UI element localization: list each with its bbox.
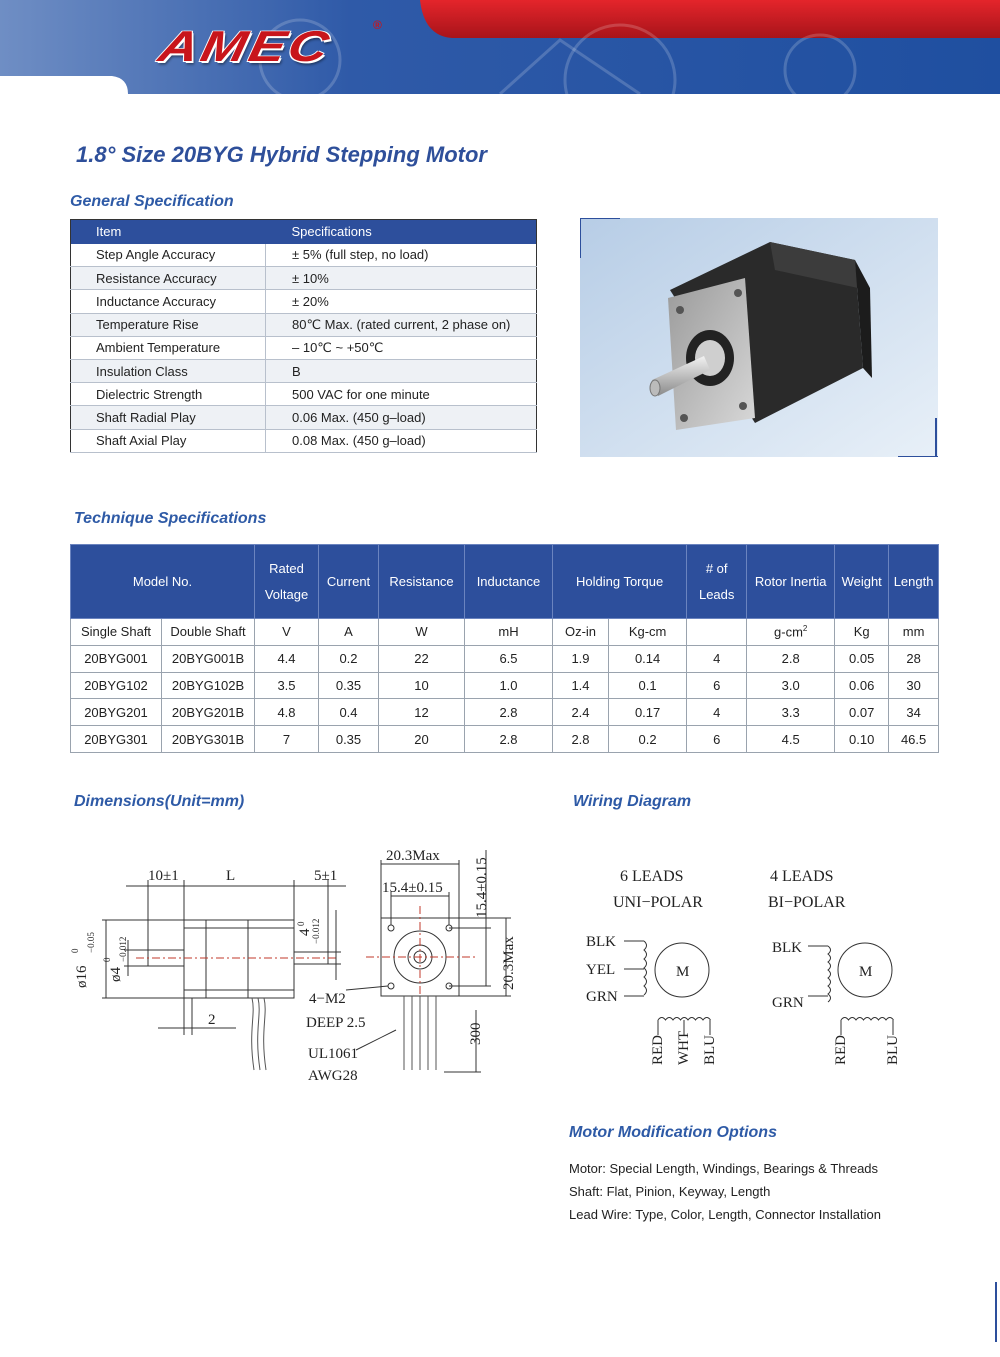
six-lead-blk: BLK (586, 934, 616, 950)
table-header-row (71, 220, 537, 244)
spec-item: Inductance Accuracy (71, 290, 266, 313)
header-leads-line1: # of (705, 560, 728, 576)
unit-oz-in: Oz-in (553, 619, 609, 646)
dim-154-vertical: 15.4±0.15 (474, 857, 490, 918)
spec-value: 80℃ Max. (rated current, 2 phase on) (266, 313, 537, 336)
header-resistance: Resistance (379, 545, 465, 619)
cell-length: 28 (889, 645, 939, 672)
table-row (71, 359, 537, 382)
four-lead-blk: BLK (772, 940, 802, 956)
cell-torque-oz-in: 2.8 (553, 726, 609, 753)
four-lead-grn: GRN (772, 995, 804, 1011)
wiring-diagram (580, 855, 940, 1070)
unit-double-shaft: Double Shaft (162, 619, 255, 646)
table-row (71, 383, 537, 406)
spec-item: Insulation Class (71, 359, 266, 382)
dim-ul1061: UL1061 (308, 1046, 358, 1062)
six-lead-wht: WHT (676, 1030, 692, 1065)
cell-rotor-inertia: 4.5 (747, 726, 835, 753)
cell-resistance: 22 (379, 645, 465, 672)
cell-torque-kg-cm: 0.1 (609, 672, 687, 699)
motor-photo (580, 218, 938, 457)
cell-resistance: 10 (379, 672, 465, 699)
header-length: Length (889, 545, 939, 619)
table-row (71, 244, 537, 267)
dim-5: 5±1 (314, 868, 338, 884)
cell-inductance: 2.8 (465, 726, 553, 753)
header-rated-voltage (255, 545, 319, 619)
modification-title: Motor Modification Options (569, 1124, 777, 1141)
general-spec-table (70, 219, 537, 453)
cell-double-shaft: 20BYG301B (162, 726, 255, 753)
cell-rotor-inertia: 3.3 (747, 699, 835, 726)
cell-length: 34 (889, 699, 939, 726)
table-row (71, 726, 939, 753)
spec-item: Resistance Accuracy (71, 267, 266, 290)
dim-154-horizontal: 15.4±0.15 (382, 880, 443, 896)
cell-inductance: 2.8 (465, 699, 553, 726)
cell-torque-kg-cm: 0.17 (609, 699, 687, 726)
header-specifications: Specifications (266, 220, 537, 244)
four-lead-red: RED (833, 1035, 849, 1065)
unit-inertia-exp: 2 (802, 624, 808, 634)
header-model-no: Model No. (71, 545, 255, 619)
header-rated-line1: Rated (269, 560, 304, 576)
cell-torque-kg-cm: 0.2 (609, 726, 687, 753)
cell-length: 30 (889, 672, 939, 699)
dim-deep: DEEP 2.5 (306, 1015, 366, 1031)
modification-list (569, 1157, 881, 1226)
technique-spec-title: Technique Specifications (74, 510, 267, 527)
cell-inductance: 6.5 (465, 645, 553, 672)
spec-value: ± 10% (266, 267, 537, 290)
header-rotor-inertia: Rotor Inertia (747, 545, 835, 619)
dim-4: 4 (297, 928, 313, 936)
unit-inertia (747, 619, 835, 646)
modification-lead-wire: Lead Wire: Type, Color, Length, Connector Installation (569, 1207, 881, 1222)
units-row (71, 619, 939, 646)
header-banner (0, 0, 1000, 94)
spec-value: 500 VAC for one minute (266, 383, 537, 406)
cell-rated-voltage: 4.8 (255, 699, 319, 726)
dim-phi4-tol-bot: −0.012 (118, 936, 128, 962)
cell-current: 0.2 (319, 645, 379, 672)
header-background (0, 0, 1000, 94)
spec-value: ± 5% (full step, no load) (266, 244, 537, 267)
dim-10: 10±1 (148, 868, 179, 884)
cell-weight: 0.05 (835, 645, 889, 672)
six-lead-yel: YEL (586, 962, 616, 978)
six-lead-grn: GRN (586, 989, 618, 1005)
cell-leads: 4 (687, 645, 747, 672)
cell-rotor-inertia: 3.0 (747, 672, 835, 699)
modification-motor: Motor: Special Length, Windings, Bearings & Threads (569, 1161, 879, 1176)
four-motor-label: M (859, 964, 873, 980)
spec-value: ± 20% (266, 290, 537, 313)
dim-4-tol-top: 0 (296, 921, 306, 926)
unit-length: mm (889, 619, 939, 646)
spec-item: Temperature Rise (71, 313, 266, 336)
spec-item: Step Angle Accuracy (71, 244, 266, 267)
cell-single-shaft: 20BYG301 (71, 726, 162, 753)
spec-value: 0.06 Max. (450 g–load) (266, 406, 537, 429)
unit-resistance: W (379, 619, 465, 646)
cell-inductance: 1.0 (465, 672, 553, 699)
table-row (71, 406, 537, 429)
cell-resistance: 20 (379, 726, 465, 753)
unit-current: A (319, 619, 379, 646)
dim-4-m2: 4−M2 (309, 991, 346, 1007)
amec-logo: AMEC (154, 22, 336, 71)
six-lead-red: RED (650, 1035, 666, 1065)
cell-double-shaft: 20BYG201B (162, 699, 255, 726)
cell-weight: 0.06 (835, 672, 889, 699)
cell-weight: 0.10 (835, 726, 889, 753)
cell-leads: 6 (687, 672, 747, 699)
dimensions-drawing (66, 840, 526, 1090)
dim-phi4-tol-top: 0 (102, 957, 112, 962)
dim-phi16-tol-bot: −0.05 (86, 932, 96, 953)
spec-item: Dielectric Strength (71, 383, 266, 406)
unit-leads (687, 619, 747, 646)
cell-current: 0.4 (319, 699, 379, 726)
table-row (71, 699, 939, 726)
dim-awg28: AWG28 (308, 1068, 358, 1084)
header-leads-line2: Leads (698, 586, 735, 602)
header-item: Item (71, 220, 266, 244)
cell-rated-voltage: 4.4 (255, 645, 319, 672)
four-leads-title-2: BI−POLAR (768, 894, 846, 911)
cell-torque-oz-in: 2.4 (553, 699, 609, 726)
dim-4-tol-bot: −0.012 (311, 918, 321, 944)
cell-leads: 4 (687, 699, 747, 726)
cell-current: 0.35 (319, 672, 379, 699)
cell-current: 0.35 (319, 726, 379, 753)
cell-resistance: 12 (379, 699, 465, 726)
cell-length: 46.5 (889, 726, 939, 753)
header-current: Current (319, 545, 379, 619)
cell-torque-kg-cm: 0.14 (609, 645, 687, 672)
six-lead-blu: BLU (702, 1035, 718, 1065)
spec-value: B (266, 359, 537, 382)
cell-weight: 0.07 (835, 699, 889, 726)
six-leads-title-2: UNI−POLAR (613, 894, 703, 911)
table-row (71, 429, 537, 452)
unit-kg-cm: Kg-cm (609, 619, 687, 646)
table-row (71, 267, 537, 290)
header-leads (687, 545, 747, 619)
header-inductance: Inductance (465, 545, 553, 619)
cell-single-shaft: 20BYG001 (71, 645, 162, 672)
cell-torque-oz-in: 1.4 (553, 672, 609, 699)
cell-leads: 6 (687, 726, 747, 753)
dim-300: 300 (468, 1022, 484, 1045)
unit-weight: Kg (835, 619, 889, 646)
spec-item: Shaft Axial Play (71, 429, 266, 452)
six-motor-label: M (676, 964, 690, 980)
table-header-row (71, 545, 939, 619)
table-row (71, 313, 537, 336)
unit-inertia-base: g-cm (774, 624, 803, 640)
dim-203-horizontal: 20.3Max (386, 848, 440, 864)
dim-phi16: ø16 (74, 965, 90, 988)
cell-single-shaft: 20BYG201 (71, 699, 162, 726)
spec-value: 0.08 Max. (450 g–load) (266, 429, 537, 452)
dim-phi4: ø4 (108, 967, 124, 982)
general-spec-title: General Specification (70, 193, 234, 210)
header-holding-torque: Holding Torque (553, 545, 687, 619)
cell-rotor-inertia: 2.8 (747, 645, 835, 672)
table-row (71, 645, 939, 672)
cell-rated-voltage: 3.5 (255, 672, 319, 699)
six-leads-title-1: 6 LEADS (620, 868, 684, 885)
unit-single-shaft: Single Shaft (71, 619, 162, 646)
modification-shaft: Shaft: Flat, Pinion, Keyway, Length (569, 1184, 771, 1199)
dim-2: 2 (208, 1012, 216, 1028)
technique-spec-table (70, 544, 939, 753)
header-weight: Weight (835, 545, 889, 619)
dim-phi16-tol-top: 0 (70, 948, 80, 953)
page-title: 1.8° Size 20BYG Hybrid Stepping Motor (76, 142, 487, 167)
cell-double-shaft: 20BYG102B (162, 672, 255, 699)
dim-203-vertical: 20.3Max (501, 936, 517, 990)
wiring-diagram-title: Wiring Diagram (573, 793, 692, 810)
spec-item: Shaft Radial Play (71, 406, 266, 429)
table-row (71, 672, 939, 699)
table-row (71, 336, 537, 359)
dimensions-title: Dimensions(Unit=mm) (74, 793, 245, 810)
unit-voltage: V (255, 619, 319, 646)
cell-torque-oz-in: 1.9 (553, 645, 609, 672)
unit-inductance: mH (465, 619, 553, 646)
dim-L: L (226, 868, 236, 884)
spec-item: Ambient Temperature (71, 336, 266, 359)
four-leads-title-1: 4 LEADS (770, 868, 834, 885)
cell-double-shaft: 20BYG001B (162, 645, 255, 672)
page-edge-marker (995, 1282, 997, 1342)
cell-single-shaft: 20BYG102 (71, 672, 162, 699)
four-lead-blu: BLU (885, 1035, 901, 1065)
table-row (71, 290, 537, 313)
cell-rated-voltage: 7 (255, 726, 319, 753)
header-rated-line2: Voltage (264, 586, 309, 602)
registered-mark: ® (373, 18, 382, 32)
spec-value: – 10℃ ~ +50℃ (266, 336, 537, 359)
